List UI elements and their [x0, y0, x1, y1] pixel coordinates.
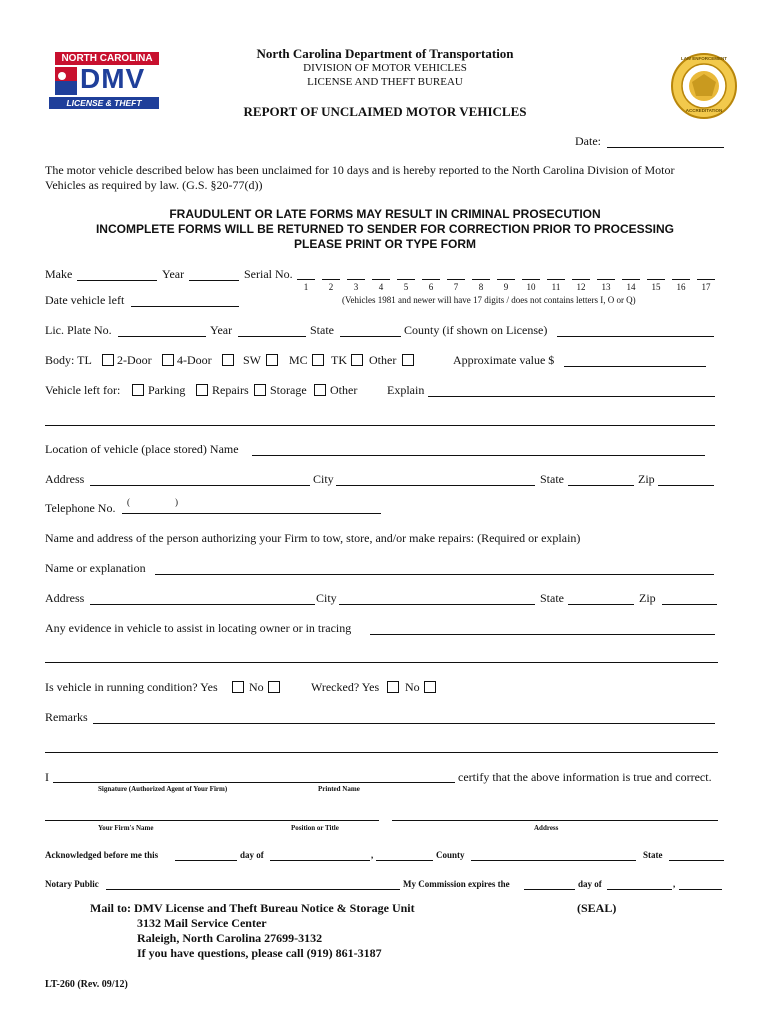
remarks-label: Remarks	[45, 710, 88, 724]
authorizer-heading: Name and address of the person authorizing your Firm to tow, store, and/or make repairs: (Required or explain)	[45, 531, 581, 545]
serial-digit-field[interactable]	[547, 279, 565, 280]
body-4door-checkbox[interactable]	[222, 354, 234, 366]
authorizer-name-field[interactable]	[155, 574, 714, 575]
serial-digit-number: 9	[503, 282, 509, 292]
body-label: Body: TL	[45, 353, 92, 367]
notary-public-field[interactable]	[106, 889, 400, 890]
body-2door-label: 2-Door	[117, 353, 152, 367]
serial-digit-field[interactable]	[497, 279, 515, 280]
certify-i-label: I	[45, 770, 49, 784]
plate-year-label: Year	[210, 323, 233, 337]
left-for-other-label: Other	[330, 383, 358, 397]
serial-digit-field[interactable]	[622, 279, 640, 280]
commission-day-field[interactable]	[524, 889, 575, 890]
running-no-label: No	[249, 680, 264, 694]
serial-digit-number: 14	[626, 282, 636, 292]
authorizer-zip-label: Zip	[639, 591, 656, 605]
intro-line-2: Vehicles as required by law. (G.S. §20-77(d))	[45, 178, 263, 192]
warning-line-3: PLEASE PRINT OR TYPE FORM	[293, 237, 476, 251]
approx-value-field[interactable]	[564, 366, 706, 367]
location-address-field[interactable]	[90, 485, 310, 486]
body-tl-checkbox[interactable]	[102, 354, 114, 366]
left-for-other-checkbox[interactable]	[314, 384, 326, 396]
explain-label: Explain	[387, 383, 425, 397]
firm-name-field[interactable]	[45, 820, 379, 821]
accreditation-seal	[670, 52, 738, 120]
warning-line-1: FRAUDULENT OR LATE FORMS MAY RESULT IN CRIMINAL PROSECUTION	[169, 207, 601, 221]
notary-public-label: Notary Public	[45, 879, 99, 889]
body-sw-checkbox[interactable]	[266, 354, 278, 366]
commission-year-field[interactable]	[679, 889, 722, 890]
serial-digit-field[interactable]	[322, 279, 340, 280]
mail-line-1: Mail to: DMV License and Theft Bureau Notice & Storage Unit	[90, 901, 415, 915]
left-for-parking-checkbox[interactable]	[132, 384, 144, 396]
date-label: Date:	[575, 134, 601, 148]
approx-value-label: Approximate value $	[453, 353, 555, 367]
wrecked-no-label: No	[405, 680, 420, 694]
date-field[interactable]	[607, 147, 724, 148]
left-for-storage-label: Storage	[270, 383, 307, 397]
serial-digit-field[interactable]	[447, 279, 465, 280]
notary-state-field[interactable]	[669, 860, 724, 861]
location-zip-field[interactable]	[658, 485, 714, 486]
date-left-label: Date vehicle left	[45, 293, 125, 307]
bureau-name: LICENSE AND THEFT BUREAU	[307, 76, 463, 88]
authorizer-state-label: State	[540, 591, 564, 605]
authorizer-city-label: City	[316, 591, 337, 605]
serial-digit-field[interactable]	[397, 279, 415, 280]
seal-top-text: LAW ENFORCEMENT	[681, 56, 727, 61]
mail-line-3: Raleigh, North Carolina 27699-3132	[137, 931, 323, 945]
location-city-field[interactable]	[336, 485, 535, 486]
body-4door-label: 4-Door	[177, 353, 212, 367]
serial-digit-number: 13	[601, 282, 611, 292]
serial-digit-field[interactable]	[472, 279, 490, 280]
remarks-field[interactable]	[93, 723, 715, 724]
serial-digit-number: 16	[676, 282, 686, 292]
mail-line-4: If you have questions, please call (919) 861-3187	[137, 946, 382, 960]
serial-label: Serial No.	[244, 267, 293, 281]
running-no-checkbox[interactable]	[268, 681, 280, 693]
wrecked-label: Wrecked? Yes	[311, 680, 380, 694]
division-name: DIVISION OF MOTOR VEHICLES	[303, 62, 467, 74]
evidence-label: Any evidence in vehicle to assist in locating owner or in tracing	[45, 621, 352, 635]
position-caption: Position or Title	[291, 824, 339, 832]
left-for-parking-label: Parking	[148, 383, 186, 397]
seal-bottom-text: ACCREDITATION	[685, 108, 723, 113]
body-other-label: Other	[369, 353, 397, 367]
seal-label: (SEAL)	[577, 901, 617, 915]
body-tk-label: TK	[331, 353, 347, 367]
telephone-field[interactable]	[122, 513, 381, 514]
vin-note: (Vehicles 1981 and newer will have 17 digits / does not contains letters I, O or Q)	[342, 295, 636, 305]
serial-digit-number: 10	[526, 282, 536, 292]
serial-digit-number: 2	[328, 282, 334, 292]
location-zip-label: Zip	[638, 472, 655, 486]
remarks-field-line-2[interactable]	[45, 752, 718, 753]
serial-digit-number: 6	[428, 282, 434, 292]
serial-digit-number: 17	[701, 282, 711, 292]
serial-digit-field[interactable]	[572, 279, 590, 280]
ack-day-of-label: day of	[240, 850, 264, 860]
plate-state-label: State	[310, 323, 334, 337]
serial-digit-number: 15	[651, 282, 661, 292]
county-label: County (if shown on License)	[404, 323, 548, 337]
serial-digit-field[interactable]	[297, 279, 315, 280]
ack-day-field[interactable]	[175, 860, 237, 861]
make-label: Make	[45, 267, 73, 281]
location-state-label: State	[540, 472, 564, 486]
serial-digit-field[interactable]	[372, 279, 390, 280]
authorizer-city-field[interactable]	[339, 604, 535, 605]
serial-digit-field[interactable]	[522, 279, 540, 280]
county-field[interactable]	[557, 336, 714, 337]
authorizer-address-label: Address	[45, 591, 85, 605]
location-name-label: Location of vehicle (place stored) Name	[45, 442, 239, 456]
ack-year-field[interactable]	[376, 860, 433, 861]
location-city-label: City	[313, 472, 334, 486]
make-field[interactable]	[77, 280, 157, 281]
printed-name-caption: Printed Name	[318, 785, 360, 793]
authorizer-address-field[interactable]	[90, 604, 315, 605]
logo-top-banner: NORTH CAROLINA	[55, 52, 159, 65]
year-label: Year	[162, 267, 185, 281]
body-2door-checkbox[interactable]	[162, 354, 174, 366]
form-id: LT-260 (Rev. 09/12)	[45, 979, 128, 990]
location-name-field[interactable]	[252, 455, 705, 456]
serial-digit-field[interactable]	[672, 279, 690, 280]
notary-county-field[interactable]	[471, 860, 636, 861]
serial-digit-field[interactable]	[697, 279, 715, 280]
evidence-field-line-2[interactable]	[45, 662, 718, 663]
serial-digit-number: 1	[303, 282, 309, 292]
explain-field[interactable]	[428, 396, 715, 397]
serial-digit-blanks[interactable]	[297, 270, 722, 298]
lic-plate-field[interactable]	[118, 336, 206, 337]
warning-line-2: INCOMPLETE FORMS WILL BE RETURNED TO SENDER FOR CORRECTION PRIOR TO PROCESSING	[95, 222, 675, 236]
body-sw-label: SW	[243, 353, 261, 367]
commission-comma: ,	[673, 879, 676, 889]
left-for-repairs-checkbox[interactable]	[196, 384, 208, 396]
telephone-paren-open: (	[127, 497, 130, 507]
dmv-logo	[47, 52, 161, 120]
intro-line-1: The motor vehicle described below has been unclaimed for 10 days and is hereby reported to the North Carolina Division of Motor	[45, 163, 675, 177]
wrecked-yes-checkbox[interactable]	[387, 681, 399, 693]
commission-label: My Commission expires the	[403, 879, 510, 889]
serial-digit-field[interactable]	[347, 279, 365, 280]
body-mc-label: MC	[289, 353, 308, 367]
agency-name: North Carolina Department of Transportation	[256, 46, 514, 61]
authorizer-name-label: Name or explanation	[45, 561, 146, 575]
telephone-paren-close: )	[175, 497, 178, 507]
telephone-label: Telephone No.	[45, 501, 116, 515]
wrecked-no-checkbox[interactable]	[424, 681, 436, 693]
left-for-storage-checkbox[interactable]	[254, 384, 266, 396]
page-title: REPORT OF UNCLAIMED MOTOR VEHICLES	[243, 104, 527, 119]
left-for-label: Vehicle left for:	[45, 383, 121, 397]
serial-digit-field[interactable]	[422, 279, 440, 280]
ack-month-field[interactable]	[270, 860, 370, 861]
firm-name-caption: Your Firm's Name	[98, 824, 154, 832]
mail-line-2: 3132 Mail Service Center	[137, 916, 267, 930]
location-state-field[interactable]	[568, 485, 634, 486]
plate-year-field[interactable]	[238, 336, 306, 337]
serial-digit-number: 5	[403, 282, 409, 292]
body-tk-checkbox[interactable]	[351, 354, 363, 366]
plate-state-field[interactable]	[340, 336, 401, 337]
firm-address-field[interactable]	[392, 820, 718, 821]
notary-state-label: State	[643, 850, 663, 860]
authorizer-zip-field[interactable]	[662, 604, 717, 605]
commission-month-field[interactable]	[607, 889, 672, 890]
serial-digit-number: 4	[378, 282, 384, 292]
certify-text: certify that the above information is true and correct.	[458, 770, 712, 784]
serial-digit-number: 12	[576, 282, 586, 292]
running-label: Is vehicle in running condition? Yes	[45, 680, 218, 694]
body-mc-checkbox[interactable]	[312, 354, 324, 366]
ack-comma: ,	[371, 850, 374, 860]
left-for-repairs-label: Repairs	[212, 383, 249, 397]
body-other-checkbox[interactable]	[402, 354, 414, 366]
signature-field[interactable]	[53, 782, 455, 783]
logo-bottom-banner: LICENSE & THEFT BUREAU	[49, 97, 159, 109]
serial-digit-field[interactable]	[647, 279, 665, 280]
signature-caption: Signature (Authorized Agent of Your Firm)	[98, 785, 228, 793]
logo-flag-icon	[55, 67, 77, 95]
lic-plate-label: Lic. Plate No.	[45, 323, 112, 337]
serial-digit-number: 11	[551, 282, 561, 292]
authorizer-state-field[interactable]	[568, 604, 634, 605]
logo-main-text: DMV	[80, 63, 146, 94]
date-left-field[interactable]	[131, 306, 239, 307]
commission-day-of-label: day of	[578, 879, 602, 889]
notary-county-label: County	[436, 850, 465, 860]
running-yes-checkbox[interactable]	[232, 681, 244, 693]
serial-digit-number: 8	[478, 282, 484, 292]
explain-field-line-2[interactable]	[45, 425, 715, 426]
location-address-label: Address	[45, 472, 85, 486]
serial-digit-number: 7	[453, 282, 459, 292]
address-caption: Address	[534, 824, 559, 832]
ack-label: Acknowledged before me this	[45, 850, 159, 860]
year-field[interactable]	[189, 280, 239, 281]
serial-digit-number: 3	[353, 282, 359, 292]
serial-digit-field[interactable]	[597, 279, 615, 280]
evidence-field[interactable]	[370, 634, 715, 635]
